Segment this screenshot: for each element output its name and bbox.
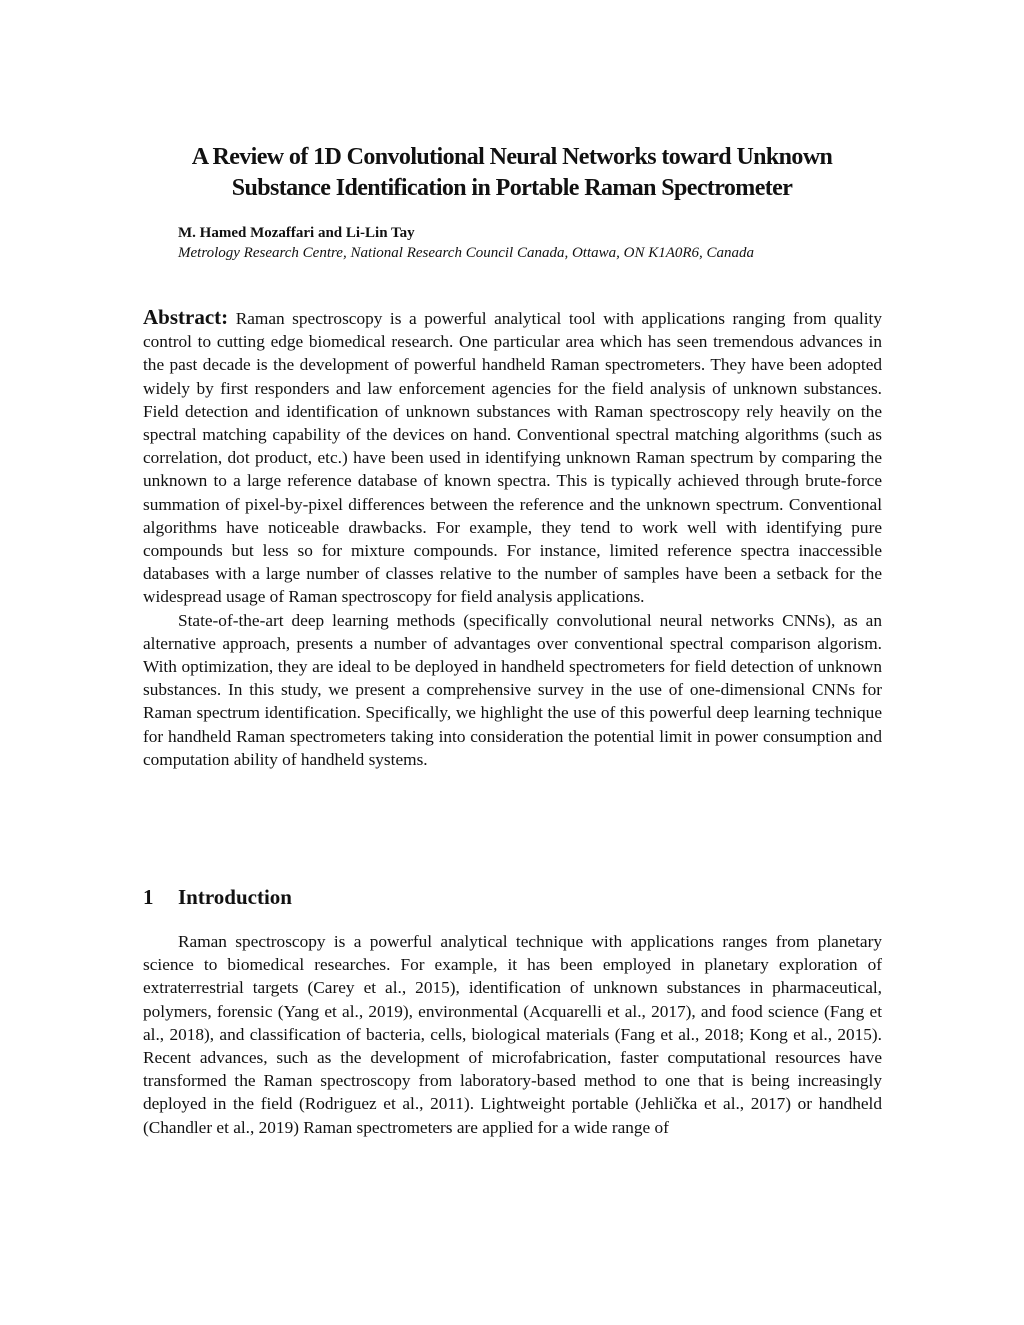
abstract-section [143, 306, 882, 771]
abstract-paragraph-1 [143, 306, 882, 609]
author-list: M. Hamed Mozaffari and Li-Lin Tay [178, 225, 415, 241]
abstract-label: Abstract: [143, 305, 229, 329]
section-number: 1 [143, 885, 154, 909]
section-title: Introduction [178, 885, 292, 909]
paper-title [100, 142, 924, 204]
author-affiliation: Metrology Research Centre, National Research Council Canada, Ottawa, ON K1A0R6, Canada [178, 245, 755, 261]
title-line-1: A Review of 1D Convolutional Neural Networks toward Unknown [191, 144, 833, 170]
abstract-paragraph-2: State-of-the-art deep learning methods (specifically convolutional neural networks CNNs), as an alternative approach, presents a number of advantages over conventional spectral comparison algorism. With optimization, they are ideal to be deployed in handheld spectrometers for field detection of unknown substances. In this study, we present a comprehensive survey in the use of one-dimensional CNNs for Raman spectrum identification. Specifically, we highlight the use of this powerful deep learning technique for handheld Raman spectrometers taking into consideration the potential limit in power consumption and computation ability of handheld systems. [143, 610, 882, 769]
introduction-heading [143, 883, 292, 911]
title-line-2: Substance Identification in Portable Raman Spectrometer [231, 175, 793, 201]
abstract-paragraph-1-text: Raman spectroscopy is a powerful analytical tool with applications ranging from quality control to cutting edge biomedical research. One particular area which has seen tremendous advances in the past decade is the development of powerful handheld Raman spectrometers. They have been adopted widely by first responders and law enforcement agencies for the field analysis of unknown substances. Field detection and identification of unknown substances with Raman spectroscopy rely heavily on the spectral matching capability of the devices on hand. Conventional spectral matching algorithms (such as correlation, dot product, etc.) have been used in identifying unknown Raman spectrum by comparing the unknown to a large reference database of known spectra. This is typically achieved through brute-force summation of pixel-by-pixel differences between the reference and the unknown spectrum. Conventional algorithms have noticeable drawbacks. For example, they tend to work well with identifying pure compounds but less so for mixture compounds. For instance, limited reference spectra inaccessible databases with a large number of classes relative to the number of samples have been a setback for the widespread usage of Raman spectroscopy for field analysis applications. [143, 309, 882, 607]
introduction-paragraph-1: Raman spectroscopy is a powerful analytical technique with applications ranges from planetary science to biomedical researches. For example, it has been employed in planetary exploration of extraterrestrial targets (Carey et al., 2015), identification of unknown substances in pharmaceutical, polymers, forensic (Yang et al., 2019), environmental (Acquarelli et al., 2017), and food science (Fang et al., 2018), and classification of bacteria, cells, biological materials (Fang et al., 2018; Kong et al., 2015). Recent advances, such as the development of microfabrication, faster computational resources have transformed the Raman spectroscopy from laboratory-based method to one that is being increasingly deployed in the field (Rodriguez et al., 2011). Lightweight portable (Jehlička et al., 2017) or handheld (Chandler et al., 2019) Raman spectrometers are applied for a wide range of [143, 932, 882, 1137]
